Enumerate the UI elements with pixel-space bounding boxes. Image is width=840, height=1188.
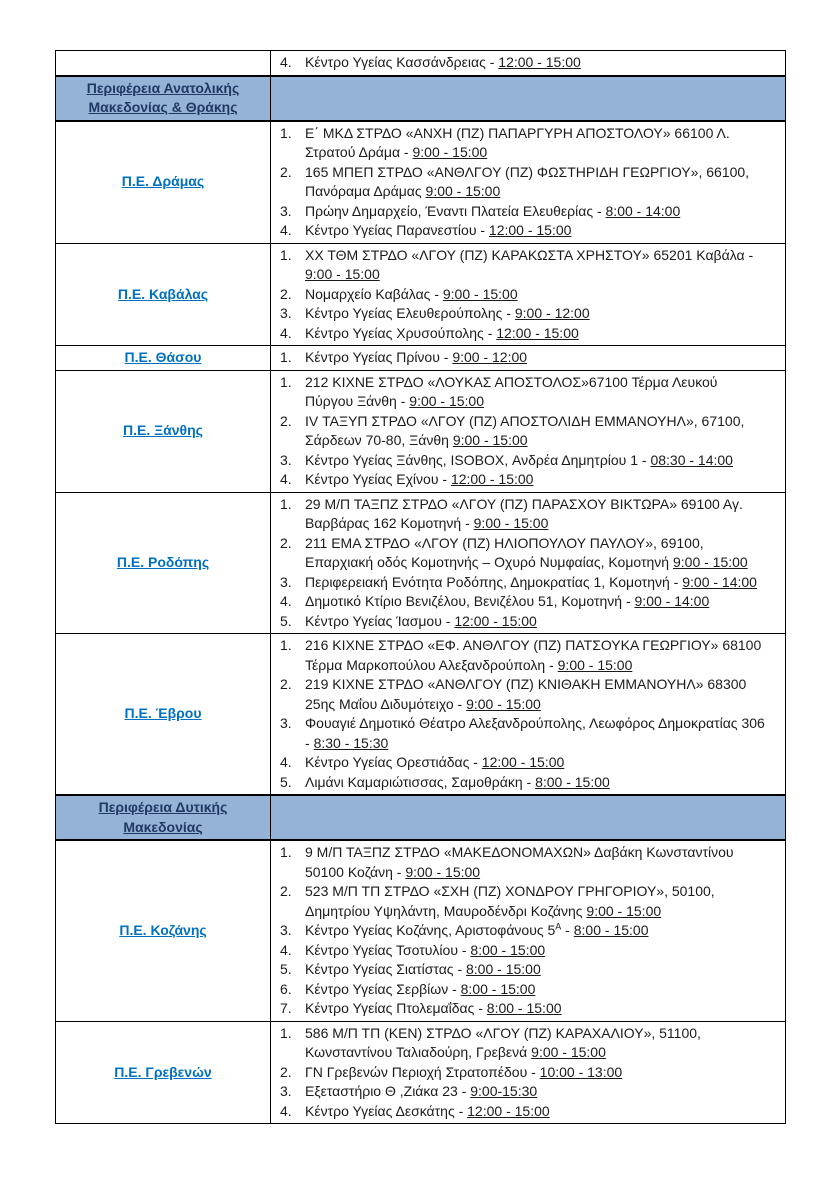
facility-item — [275, 124, 769, 163]
region-header-row — [56, 795, 786, 840]
facility-item — [275, 348, 769, 368]
region-header-label: Περιφέρεια Ανατολικής Μακεδονίας & Θράκης — [86, 79, 240, 115]
facility-item — [275, 941, 769, 961]
facility-content — [305, 573, 769, 593]
facility-hours: 8:00 - 15:00 — [466, 961, 541, 977]
facility-number: 1. — [280, 844, 292, 860]
pe-label-cell — [56, 492, 271, 634]
facility-number: 4. — [280, 324, 292, 341]
region-row — [56, 492, 786, 634]
facility-number: 5. — [280, 773, 292, 790]
facility-content — [305, 636, 769, 675]
facility-content — [305, 124, 769, 163]
facility-number: 3. — [280, 451, 292, 468]
facility-content — [305, 714, 769, 753]
facility-content — [305, 348, 769, 368]
facility-item — [275, 1063, 769, 1083]
facility-content — [305, 612, 769, 632]
facility-number: 4. — [280, 222, 292, 238]
facility-number: 5. — [280, 961, 292, 977]
facility-hours: 12:00 - 15:00 — [454, 612, 537, 629]
facility-hours: 9:00 - 15:00 — [305, 266, 380, 282]
facility-item — [275, 921, 769, 941]
facility-text: Κέντρο Υγείας Χρυσούπολης - — [305, 324, 497, 341]
facility-item — [275, 980, 769, 1000]
facility-hours: 8:00 - 15:00 — [535, 773, 610, 790]
facility-text: Κέντρο Υγείας Σερβίων - — [305, 980, 461, 997]
facility-text: 523 Μ/Π ΤΠ ΣΤΡΔΟ «ΣΧΗ (ΠΖ) ΧΟΝΔΡΟΥ ΓΡΗΓΟΡΙΟΥ», 50100, Δημητρίου Υψηλάντη, Μαυροδένδρι Κοζάνης — [305, 883, 715, 919]
facility-content — [305, 163, 769, 202]
pe-label: Π.Ε. Καβάλας — [117, 285, 209, 302]
facility-text: ΧΧ ΤΘΜ ΣΤΡΔΟ «ΛΓΟΥ (ΠΖ) ΚΑΡΑΚΩΣΤΑ ΧΡΗΣΤΟΥ» 65201 Καβάλα - — [305, 246, 754, 263]
facility-number: 1. — [280, 637, 292, 653]
facility-hours: 9:00-15:30 — [470, 1083, 538, 1099]
facility-text: ΓΝ Γρεβενών Περιοχή Στρατοπέδου - — [305, 1063, 540, 1080]
facility-item — [275, 221, 769, 241]
facility-number: 2. — [280, 163, 292, 180]
facility-number: 1. — [280, 1024, 292, 1041]
facility-hours: 8:00 - 15:00 — [470, 941, 546, 958]
region-header-cell — [56, 76, 271, 121]
pe-label-cell — [56, 370, 271, 492]
facility-item — [275, 753, 769, 773]
facility-text: IV ΤΑΞΥΠ ΣΤΡΔΟ «ΛΓΟΥ (ΠΖ) ΑΠΟΣΤΟΛΙΔΗ ΕΜΜΑΝΟΥΗΛ», 67100, Σάρδεων 70-80, Ξάνθη — [305, 412, 745, 448]
facility-hours: 8:00 - 15:00 — [573, 922, 649, 938]
facility-item — [275, 495, 769, 534]
region-table-body — [56, 51, 786, 1124]
facility-text: Κέντρο Υγείας Παρανεστίου - — [305, 222, 489, 238]
facility-list-cell — [271, 492, 786, 634]
facility-item — [275, 53, 769, 73]
region-header-empty-cell — [271, 795, 786, 840]
pe-label: Π.Ε. Ξάνθης — [123, 422, 203, 439]
facility-content — [305, 451, 769, 471]
facility-number: 7. — [280, 1000, 292, 1016]
facility-item — [275, 675, 769, 714]
facility-item — [275, 163, 769, 202]
facility-hours: 10:00 - 13:00 — [539, 1063, 623, 1080]
facility-item — [275, 636, 769, 675]
facility-text: 211 ΕΜΑ ΣΤΡΔΟ «ΛΓΟΥ (ΠΖ) ΗΛΙΟΠΟΥΛΟΥ ΠΑΥΛΟΥ», 69100, Επαρχιακή οδός Κομοτηνής – Οχυρό Νυμφαίας, Κομοτηνή — [305, 534, 704, 570]
facility-text: Κέντρο Υγείας Τσοτυλίου - — [305, 941, 471, 958]
facility-hours: 08:30 - 14:00 — [650, 451, 733, 468]
facility-content — [305, 675, 769, 714]
facility-item — [275, 1102, 769, 1122]
facility-item — [275, 714, 769, 753]
pe-label: Π.Ε. Κοζάνης — [119, 922, 207, 938]
facility-number: 4. — [280, 1102, 292, 1119]
facility-item — [275, 573, 769, 593]
facility-item — [275, 202, 769, 222]
facility-item — [275, 843, 769, 882]
facility-hours: 9:00 - 15:00 — [412, 144, 488, 160]
facility-text-after-sup: - — [561, 922, 574, 938]
facility-item — [275, 412, 769, 451]
facility-number: 2. — [280, 285, 292, 302]
facility-item — [275, 534, 769, 573]
facility-text: Κέντρο Υγείας Ίασμου - — [305, 612, 455, 629]
pe-label: Π.Ε. Δράμας — [121, 173, 205, 190]
facility-list-cell — [271, 51, 786, 76]
facility-content — [305, 202, 769, 222]
facility-hours: 9:00 - 15:00 — [586, 902, 662, 919]
facility-content — [305, 495, 769, 534]
pe-label-cell — [56, 346, 271, 371]
facility-hours: 9:00 - 12:00 — [514, 305, 590, 321]
facility-text: Νομαρχείο Καβάλας - — [305, 285, 443, 302]
facility-list-cell — [271, 634, 786, 796]
facility-text: Πρώην Δημαρχείο, Έναντι Πλατεία Ελευθερίας - — [305, 202, 606, 219]
facility-number: 4. — [280, 593, 292, 609]
facility-content — [305, 1063, 769, 1083]
region-row — [56, 51, 786, 76]
facility-number: 1. — [280, 124, 292, 141]
facility-text: 9 Μ/Π ΤΑΞΠΖ ΣΤΡΔΟ «ΜΑΚΕΔΟΝΟΜΑΧΩΝ» Δαβάκη Κωνσταντίνου 50100 Κοζάνη - — [305, 844, 734, 880]
facility-list-cell — [271, 840, 786, 1021]
facility-content — [305, 1102, 769, 1122]
pe-label-cell — [56, 51, 271, 76]
facility-hours: 8:00 - 15:00 — [460, 980, 536, 997]
facility-item — [275, 451, 769, 471]
facility-number: 3. — [280, 202, 292, 219]
facility-item — [275, 882, 769, 921]
facility-hours: 9:00 - 15:00 — [557, 656, 633, 673]
facility-text: 165 ΜΠΕΠ ΣΤΡΔΟ «ΑΝΘΛΓΟΥ (ΠΖ) ΦΩΣΤΗΡΙΔΗ ΓΕΩΡΓΙΟΥ», 66100, Πανόραμα Δράμας — [305, 163, 750, 199]
facility-number: 2. — [280, 883, 292, 899]
facility-content — [305, 999, 769, 1019]
facility-content — [305, 412, 769, 451]
facility-hours: 12:00 - 15:00 — [467, 1102, 550, 1119]
facility-item — [275, 773, 769, 793]
facility-hours: 9:00 - 15:00 — [409, 393, 485, 409]
facility-item — [275, 373, 769, 412]
facility-number: 4. — [280, 941, 292, 958]
facility-text: Κέντρο Υγείας Πρίνου - — [305, 349, 453, 365]
facility-number: 4. — [280, 754, 292, 770]
facility-text: Κέντρο Υγείας Ελευθερούπολης - — [305, 305, 515, 321]
facility-superscript: Α — [555, 921, 562, 932]
region-header-label: Περιφέρεια Δυτικής Μακεδονίας — [98, 799, 228, 835]
facility-hours: 9:00 - 12:00 — [452, 349, 528, 365]
facility-content — [305, 592, 769, 612]
facility-text: Κέντρο Υγείας Κοζάνης, Αριστοφάνους 5 — [305, 922, 556, 938]
region-row — [56, 346, 786, 371]
facility-item — [275, 470, 769, 490]
facility-content — [305, 285, 769, 305]
facility-number: 4. — [280, 54, 292, 70]
facility-text: Δημοτικό Κτίριο Βενιζέλου, Βενιζέλου 51, Κομοτηνή - — [305, 593, 635, 609]
facility-hours: 9:00 - 14:00 — [682, 573, 757, 590]
pe-label-cell — [56, 243, 271, 346]
region-row — [56, 243, 786, 346]
facility-hours: 12:00 - 15:00 — [450, 471, 534, 487]
facility-content — [305, 470, 769, 490]
facility-hours: 8:00 - 15:00 — [486, 1000, 562, 1016]
facility-number: 1. — [280, 373, 292, 390]
facility-list-cell — [271, 370, 786, 492]
facility-content — [305, 1082, 769, 1102]
region-header-empty-cell — [271, 76, 786, 121]
facility-content — [305, 960, 769, 980]
facility-text: 586 Μ/Π ΤΠ (ΚΕΝ) ΣΤΡΔΟ «ΛΓΟΥ (ΠΖ) ΚΑΡΑΧΑΛΙΟΥ», 51100, Κωνσταντίνου Ταλιαδούρη, Γρεβενά — [305, 1024, 701, 1060]
facility-text: Εξεταστήριο Θ ,Ζιάκα 23 - — [305, 1083, 471, 1099]
facility-content — [305, 534, 769, 573]
facility-number: 2. — [280, 534, 292, 551]
facility-item — [275, 999, 769, 1019]
facility-text: 216 ΚΙΧΝΕ ΣΤΡΔΟ «ΕΦ. ΑΝΘΛΓΟΥ (ΠΖ) ΠΑΤΣΟΥΚΑ ΓΕΩΡΓΙΟΥ» 68100 Τέρμα Μαρκοπούλου Αλεξανδρούπολη - — [305, 637, 762, 673]
facility-content — [305, 304, 769, 324]
facility-content — [305, 1024, 769, 1063]
facility-list-cell — [271, 346, 786, 371]
facility-hours: 12:00 - 15:00 — [488, 222, 572, 238]
facility-content — [305, 221, 769, 241]
pe-label-cell — [56, 840, 271, 1021]
region-header-cell — [56, 795, 271, 840]
facility-content — [305, 324, 769, 344]
facility-list-cell — [271, 121, 786, 244]
facility-number: 2. — [280, 412, 292, 429]
facility-text: Κέντρο Υγείας Κασσάνδρειας - — [305, 54, 499, 70]
facility-item — [275, 960, 769, 980]
facility-hours: 8:00 - 14:00 — [605, 202, 681, 219]
facility-list-cell — [271, 1021, 786, 1124]
facility-item — [275, 246, 769, 285]
facility-item — [275, 304, 769, 324]
region-row — [56, 634, 786, 796]
region-row — [56, 840, 786, 1021]
facility-text: Κέντρο Υγείας Σιατίστας - — [305, 961, 466, 977]
facility-text: Ε΄ ΜΚΔ ΣΤΡΔΟ «ΑΝΧΗ (ΠΖ) ΠΑΠΑΡΓΥΡΗ ΑΠΟΣΤΟΛΟΥ» 66100 Λ. Στρατού Δράμα - — [305, 124, 730, 160]
facility-hours: 9:00 - 15:00 — [442, 285, 518, 302]
facility-number: 1. — [280, 349, 292, 365]
facility-item — [275, 1024, 769, 1063]
facility-content — [305, 941, 769, 961]
facility-number: 4. — [280, 471, 292, 487]
facility-content — [305, 843, 769, 882]
facility-content — [305, 753, 769, 773]
facility-hours: 9:00 - 14:00 — [634, 593, 710, 609]
facility-hours: 9:00 - 15:00 — [531, 1044, 606, 1060]
facility-text: Φουαγιέ Δημοτικό Θέατρο Αλεξανδρούπολης, Λεωφόρος Δημοκρατίας 306 - — [305, 715, 765, 751]
facility-hours: 9:00 - 15:00 — [452, 432, 528, 448]
facility-hours: 9:00 - 15:00 — [405, 863, 481, 880]
facility-text: Κέντρο Υγείας Ξάνθης, ISOBOX, Ανδρέα Δημητρίου 1 - — [305, 451, 651, 468]
facility-text: Κέντρο Υγείας Εχίνου - — [305, 471, 451, 487]
facility-item — [275, 324, 769, 344]
facility-number: 1. — [280, 495, 292, 512]
pe-label-cell — [56, 121, 271, 244]
facility-item — [275, 1082, 769, 1102]
facility-hours: 9:00 - 15:00 — [473, 515, 549, 531]
facility-text: Κέντρο Υγείας Δεσκάτης - — [305, 1102, 468, 1119]
facility-hours: 12:00 - 15:00 — [481, 754, 565, 770]
facility-text: 212 ΚΙΧΝΕ ΣΤΡΔΟ «ΛΟΥΚΑΣ ΑΠΟΣΤΟΛΟΣ»67100 Τέρμα Λευκού Πύργου Ξάνθη - — [305, 373, 718, 409]
facility-list-cell — [271, 243, 786, 346]
facility-hours: 12:00 - 15:00 — [496, 324, 579, 341]
facility-number: 6. — [280, 980, 292, 997]
facility-hours: 8:30 - 15:30 — [313, 734, 389, 751]
region-header-row — [56, 76, 786, 121]
facility-content — [305, 773, 769, 793]
facility-number: 2. — [280, 1063, 292, 1080]
facility-text: Λιμάνι Καμαριώτισσας, Σαμοθράκη - — [305, 773, 536, 790]
pe-label: Π.Ε. Θάσου — [124, 349, 202, 365]
facility-content — [305, 882, 769, 921]
facility-text: 29 Μ/Π ΤΑΞΠΖ ΣΤΡΔΟ «ΛΓΟΥ (ΠΖ) ΠΑΡΑΣΧΟΥ ΒΙΚΤΩΡΑ» 69100 Αγ. Βαρβάρας 162 Κομοτηνή - — [305, 495, 743, 531]
facility-content — [305, 246, 769, 285]
facility-number: 5. — [280, 612, 292, 629]
pe-label: Π.Ε. Έβρου — [124, 705, 202, 722]
region-schedule-table — [55, 50, 786, 1124]
pe-label: Π.Ε. Γρεβενών — [114, 1063, 212, 1080]
pe-label: Π.Ε. Ροδόπης — [116, 554, 210, 570]
facility-number: 3. — [280, 922, 292, 938]
facility-number: 3. — [280, 1083, 292, 1099]
facility-item — [275, 592, 769, 612]
region-row — [56, 121, 786, 244]
facility-text: Περιφερειακή Ενότητα Ροδόπης, Δημοκρατίας 1, Κομοτηνή - — [305, 573, 683, 590]
facility-hours: 9:00 - 15:00 — [425, 183, 501, 199]
facility-item — [275, 285, 769, 305]
pe-label-cell — [56, 1021, 271, 1124]
facility-hours: 12:00 - 15:00 — [498, 54, 581, 70]
facility-content — [305, 373, 769, 412]
facility-content — [305, 53, 769, 73]
facility-hours: 9:00 - 15:00 — [672, 554, 748, 570]
region-row — [56, 370, 786, 492]
facility-content — [305, 921, 769, 941]
facility-number: 2. — [280, 676, 292, 692]
facility-text: 219 ΚΙΧΝΕ ΣΤΡΔΟ «ΑΝΘΛΓΟΥ (ΠΖ) ΚΝΙΘΑΚΗ ΕΜΜΑΝΟΥΗΛ» 68300 25ης Μαΐου Διδυμότειχο - — [305, 676, 747, 712]
pe-label-cell — [56, 634, 271, 796]
facility-text: Κέντρο Υγείας Πτολεμαΐδας - — [305, 1000, 487, 1016]
facility-number: 3. — [280, 305, 292, 321]
region-row — [56, 1021, 786, 1124]
facility-content — [305, 980, 769, 1000]
facility-number: 3. — [280, 715, 292, 731]
facility-hours: 9:00 - 15:00 — [466, 695, 541, 712]
facility-number: 1. — [280, 246, 292, 263]
facility-number: 3. — [280, 573, 292, 590]
facility-item — [275, 612, 769, 632]
facility-text: Κέντρο Υγείας Ορεστιάδας - — [305, 754, 482, 770]
